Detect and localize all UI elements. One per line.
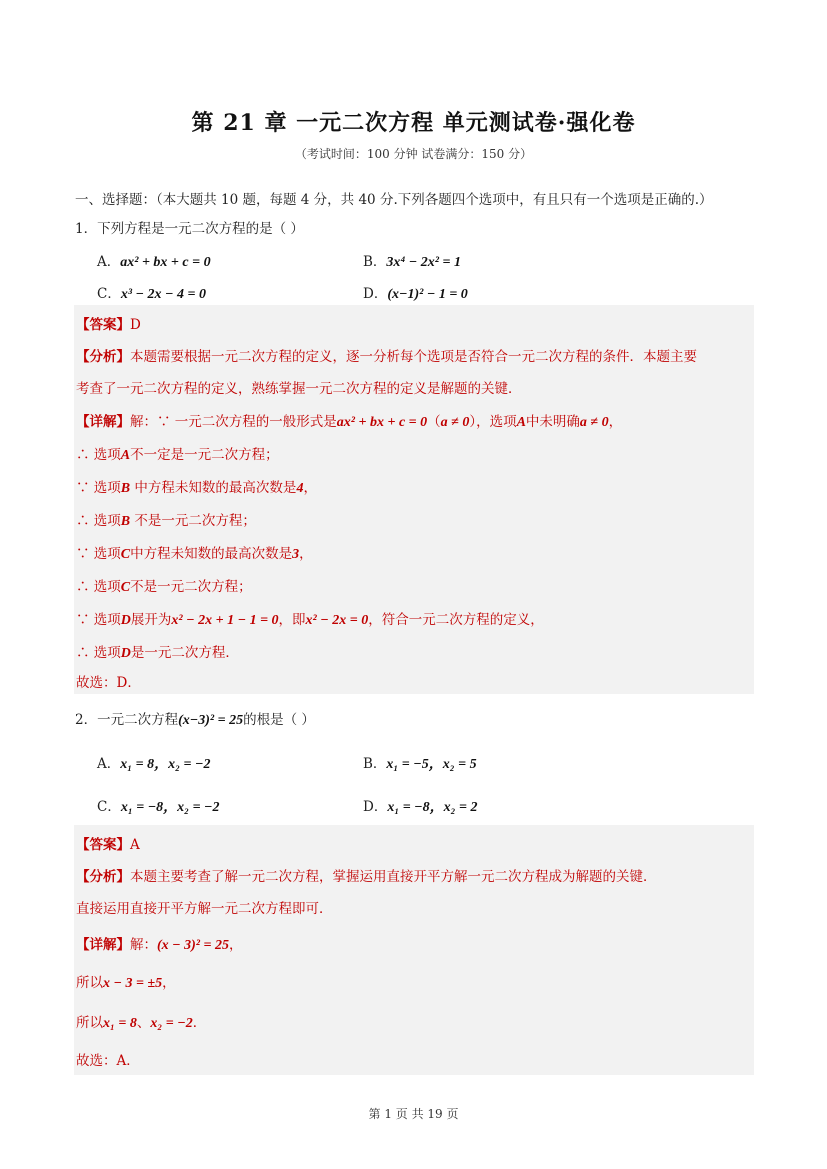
text: （ <box>427 414 441 430</box>
analysis-line-1 <box>76 865 657 885</box>
text: 中方程未知数的最高次数是 <box>130 546 293 562</box>
q1-option-b <box>363 250 461 271</box>
detail-tag: 【详解】 <box>76 414 130 430</box>
detail-line-3 <box>76 476 317 497</box>
page-footer: 第 1 页 共 19 页 <box>368 1107 459 1121</box>
detail-line-6 <box>76 575 252 596</box>
formula: C <box>120 580 131 595</box>
formula: x² − 2x + 1 − 1 = 0 <box>171 613 279 628</box>
analysis-line-2: 直接运用直接开平方解一元二次方程即可． <box>76 901 333 917</box>
analysis-tag: 【分析】 <box>76 349 130 365</box>
text: ），选项 <box>469 414 517 430</box>
text: ，即 <box>278 612 306 628</box>
formula: A <box>120 448 131 463</box>
text: 2．一元二次方程 <box>75 712 179 728</box>
section-heading: 一、选择题：（本大题共 10 题，每题 4 分，共 40 分.下列各题四个选项中，有且只有一个选项是正确的.） <box>75 192 713 208</box>
text: 所以 <box>76 975 103 991</box>
formula: a ≠ 0 <box>440 415 470 430</box>
formula: 4 <box>296 481 304 496</box>
q2-option-c <box>97 795 220 816</box>
question-1-stem: 1．下列方程是一元二次方程的是（ ） <box>75 221 304 237</box>
text: ∴ 选项 <box>76 447 121 463</box>
analysis-text: 本题主要考查了解一元二次方程，掌握运用直接开平方解一元二次方程成为解题的关键． <box>130 869 657 885</box>
formula: B <box>120 514 131 529</box>
detail-line-1 <box>76 410 622 431</box>
text: ∴ 选项 <box>76 579 121 595</box>
text: 不是一元二次方程； <box>130 579 252 595</box>
text: ，符合一元二次方程的定义， <box>368 612 544 628</box>
q2-option-a <box>97 752 210 773</box>
option-formula: ax² + bx + c = 0 <box>120 255 211 270</box>
option-formula: x₁ = −5，x₂ = 5 <box>386 757 477 772</box>
text: 所以 <box>76 1015 103 1031</box>
formula: x₂ = −2 <box>150 1016 193 1031</box>
text: 解：∵ 一元二次方程的一般形式是 <box>130 414 337 430</box>
text: ， <box>162 975 176 991</box>
formula: x² − 2x = 0 <box>305 613 369 628</box>
detail-line-5 <box>76 542 313 563</box>
analysis-line-1 <box>76 345 697 365</box>
text: ∴ 选项 <box>76 645 121 661</box>
formula: D <box>120 613 131 628</box>
q1-solution-box <box>74 305 754 694</box>
option-label: D． <box>363 286 388 302</box>
q2-solution-box <box>74 825 754 1075</box>
q1-option-d <box>363 282 468 303</box>
answer-line <box>76 313 141 333</box>
option-label: B． <box>363 254 387 270</box>
option-formula: (x−1)² − 1 = 0 <box>387 287 468 302</box>
text: ． <box>192 1015 207 1031</box>
text: 是一元二次方程． <box>130 645 239 661</box>
formula: 3 <box>292 547 300 562</box>
analysis-text: 本题需要根据一元二次方程的定义，逐一分析每个选项是否符合一元二次方程的条件．本题主要 <box>130 349 697 365</box>
option-label: C． <box>97 799 121 815</box>
text: 展开为 <box>130 612 172 628</box>
text: 、 <box>136 1015 151 1031</box>
detail-line-2 <box>76 971 176 992</box>
formula: (x − 3)² = 25 <box>157 938 229 953</box>
analysis-tag: 【分析】 <box>76 869 130 885</box>
text: 不一定是一元二次方程； <box>130 447 279 463</box>
text: 解： <box>130 937 157 953</box>
answer-value: D <box>130 317 141 333</box>
answer-tag: 【答案】 <box>76 837 130 853</box>
exam-info: （考试时间：100 分钟 试卷满分：150 分） <box>294 147 533 161</box>
q1-option-a <box>97 250 211 271</box>
formula: A <box>516 415 526 430</box>
analysis-line-2: 考查了一元二次方程的定义，熟练掌握一元二次方程的定义是解题的关键． <box>76 381 522 397</box>
formula: x − 3 = ±5 <box>103 976 163 991</box>
option-formula: 3x⁴ − 2x² = 1 <box>386 255 461 270</box>
text: ， <box>299 546 313 562</box>
text: 不是一元二次方程； <box>130 513 256 529</box>
text: ∵ 选项 <box>76 480 121 496</box>
formula: ax² + bx + c = 0 <box>336 415 428 430</box>
q1-option-c <box>97 282 206 303</box>
text: ∵ 选项 <box>76 612 121 628</box>
conclusion-line: 故选：D． <box>76 675 141 691</box>
conclusion-line: 故选：A． <box>76 1053 140 1069</box>
answer-tag: 【答案】 <box>76 317 130 333</box>
detail-line-1 <box>76 933 242 954</box>
text: 中未明确 <box>525 414 580 430</box>
option-label: A． <box>97 254 121 270</box>
detail-tag: 【详解】 <box>76 937 130 953</box>
answer-value: A <box>130 837 140 853</box>
detail-line-8 <box>76 641 239 662</box>
formula: C <box>120 547 131 562</box>
option-formula: x₁ = 8，x₂ = −2 <box>120 757 211 772</box>
text: ， <box>228 937 243 953</box>
detail-line-4 <box>76 509 256 530</box>
option-formula: x₁ = −8，x₂ = 2 <box>387 800 478 815</box>
option-formula: x₁ = −8，x₂ = −2 <box>120 800 220 815</box>
answer-line <box>76 833 140 853</box>
option-formula: x³ − 2x − 4 = 0 <box>120 287 206 302</box>
formula: x₁ = 8 <box>103 1016 137 1031</box>
formula: a ≠ 0 <box>579 415 609 430</box>
formula: D <box>120 646 131 661</box>
option-label: D． <box>363 799 388 815</box>
page-title: 第 21 章 一元二次方程 单元测试卷·强化卷 <box>191 110 636 136</box>
text: ， <box>608 414 623 430</box>
q2-option-d <box>363 795 478 816</box>
text: ， <box>303 480 317 496</box>
formula: B <box>120 481 131 496</box>
q2-option-b <box>363 752 477 773</box>
text: ∴ 选项 <box>76 513 121 529</box>
text: 中方程未知数的最高次数是 <box>130 480 297 496</box>
option-label: C． <box>97 286 121 302</box>
text: ∵ 选项 <box>76 546 121 562</box>
question-2-stem <box>75 708 315 729</box>
option-label: B． <box>363 756 387 772</box>
option-label: A． <box>97 756 121 772</box>
text: 的根是（ ） <box>243 712 315 728</box>
detail-line-3 <box>76 1011 206 1032</box>
formula: (x−3)² = 25 <box>178 713 244 728</box>
detail-line-2 <box>76 443 279 464</box>
detail-line-7 <box>76 608 544 629</box>
